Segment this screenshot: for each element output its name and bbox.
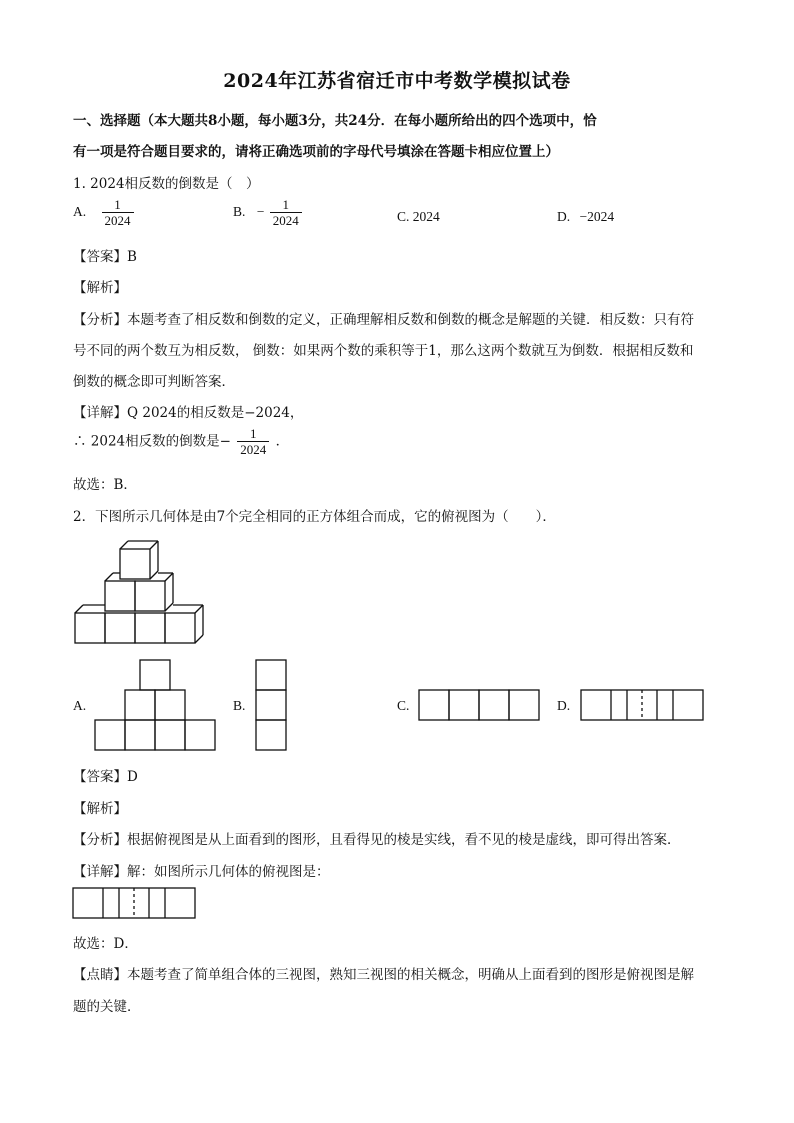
q2-option-b-label[interactable]: B. (233, 698, 246, 713)
cube-middle-left (105, 581, 135, 611)
cube-bottom-3 (135, 613, 165, 643)
square (125, 720, 155, 750)
q1-option-b-numerator: 1 (282, 197, 290, 212)
q1-detail-line2 (73, 426, 289, 458)
q1-option-b-sign: − (256, 204, 265, 220)
cube-bottom-1 (75, 613, 105, 643)
q2-detail-figure (73, 888, 197, 920)
q1-option-b-label: B. (233, 204, 246, 220)
cube-edge (120, 541, 128, 549)
cube-bottom-4 (165, 613, 195, 643)
q1-option-d-text: −2024 (579, 209, 615, 224)
q1-option-a-numerator: 1 (114, 197, 121, 212)
q1-analysis-line1: 【分析】本题考查了相反数和倒数的定义，正确理解相反数和倒数的概念是解题的关键．相反数：只有符 (73, 312, 694, 328)
q2-stem: 2．下图所示几何体是由7个完全相同的正方体组合而成，它的俯视图为（ ）． (73, 509, 556, 525)
q2-comment-line1: 【点睛】本题考查了简单组合体的三视图，熟知三视图的相关概念，明确从上面看到的图形是俯视图是解 (73, 967, 694, 983)
q1-option-a-denominator: 2024 (102, 212, 134, 229)
cube-edge (150, 541, 158, 549)
q2-analysis-tag: 【解析】 (73, 801, 127, 817)
q2-detail: 【详解】解：如图所示几何体的俯视图是： (73, 864, 330, 880)
cube-edge (165, 603, 173, 611)
page-title: 2024年江苏省宿迁市中考数学模拟试卷 (223, 70, 571, 92)
square (155, 720, 185, 750)
q1-option-a[interactable] (73, 197, 136, 229)
q1-option-c-text: 2024 (412, 209, 440, 224)
section-heading-line1: 一、选择题（本大题共8小题，每小题3分，共24分．在每小题所给出的四个选项中，恰 (73, 113, 597, 129)
square (125, 690, 155, 720)
q2-analysis: 【分析】根据俯视图是从上面看到的图形，且看得见的棱是实线，看不见的棱是虚线，即可得出答案． (73, 832, 681, 848)
q1-detail-line1: 【详解】Q 2024的相反数是−2024， (73, 405, 304, 421)
square (509, 690, 539, 720)
q1-option-d-label: D. (557, 209, 571, 224)
q2-option-c-label[interactable]: C. (397, 698, 410, 713)
q1-option-a-label: A. (73, 204, 87, 220)
square (256, 660, 286, 690)
q1-option-b-denominator: 2024 (270, 212, 302, 229)
q2-option-d-figure[interactable] (581, 690, 707, 722)
square (140, 660, 170, 690)
q2-option-d-label[interactable]: D. (557, 698, 571, 713)
cube-edge (195, 635, 203, 643)
cube-edge (165, 573, 173, 581)
cube-edge (150, 571, 158, 579)
cube-edge (75, 605, 83, 613)
q1-analysis-tag: 【解析】 (73, 280, 127, 296)
square (185, 720, 215, 750)
cube-edge (105, 573, 113, 581)
section-heading-line2: 有一项是符合题目要求的，请将正确选项前的字母代号填涂在答题卡相应位置上） (73, 144, 559, 160)
cube-edge (195, 605, 203, 613)
q1-detail-line2-suffix: ． (275, 433, 290, 450)
square (449, 690, 479, 720)
q1-analysis-line2: 号不同的两个数互为相反数， 倒数：如果两个数的乘积等于1，那么这两个数就互为倒数．根据相反数和 (73, 343, 694, 359)
cube-top-front (120, 549, 150, 579)
q2-comment-line2: 题的关键． (73, 999, 141, 1015)
q2-option-c-figure[interactable] (419, 690, 543, 722)
square (95, 720, 125, 750)
q1-option-d[interactable] (557, 209, 614, 225)
q1-option-b[interactable] (233, 197, 304, 229)
cube-middle-right (135, 581, 165, 611)
q1-option-c[interactable] (397, 209, 440, 225)
q1-analysis-line3: 倒数的概念即可判断答案． (73, 374, 235, 390)
q1-option-c-label: C. (397, 209, 410, 224)
square (479, 690, 509, 720)
q2-option-b-figure[interactable] (256, 660, 288, 752)
q1-option-a-fraction (102, 197, 134, 229)
q1-stem: 1. 2024相反数的倒数是（ ） (73, 176, 260, 192)
q1-option-b-fraction (270, 197, 302, 229)
q1-detail-line2-prefix: ∴ 2024相反数的倒数是− (73, 433, 231, 450)
q2-solid-figure (70, 538, 210, 644)
q2-answer: 【答案】D (73, 769, 138, 785)
square (419, 690, 449, 720)
q2-option-a-figure[interactable] (95, 660, 217, 750)
q2-choice: 故选：D． (73, 936, 138, 952)
square (256, 720, 286, 750)
q1-detail-denominator: 2024 (237, 441, 269, 458)
cube-bottom-2 (105, 613, 135, 643)
q1-answer: 【答案】B (73, 249, 137, 265)
q1-detail-fraction (237, 426, 269, 458)
square (256, 690, 286, 720)
square (155, 690, 185, 720)
q2-option-a-label[interactable]: A. (73, 698, 87, 713)
q1-choice: 故选：B． (73, 477, 137, 493)
q1-detail-numerator: 1 (250, 426, 257, 441)
